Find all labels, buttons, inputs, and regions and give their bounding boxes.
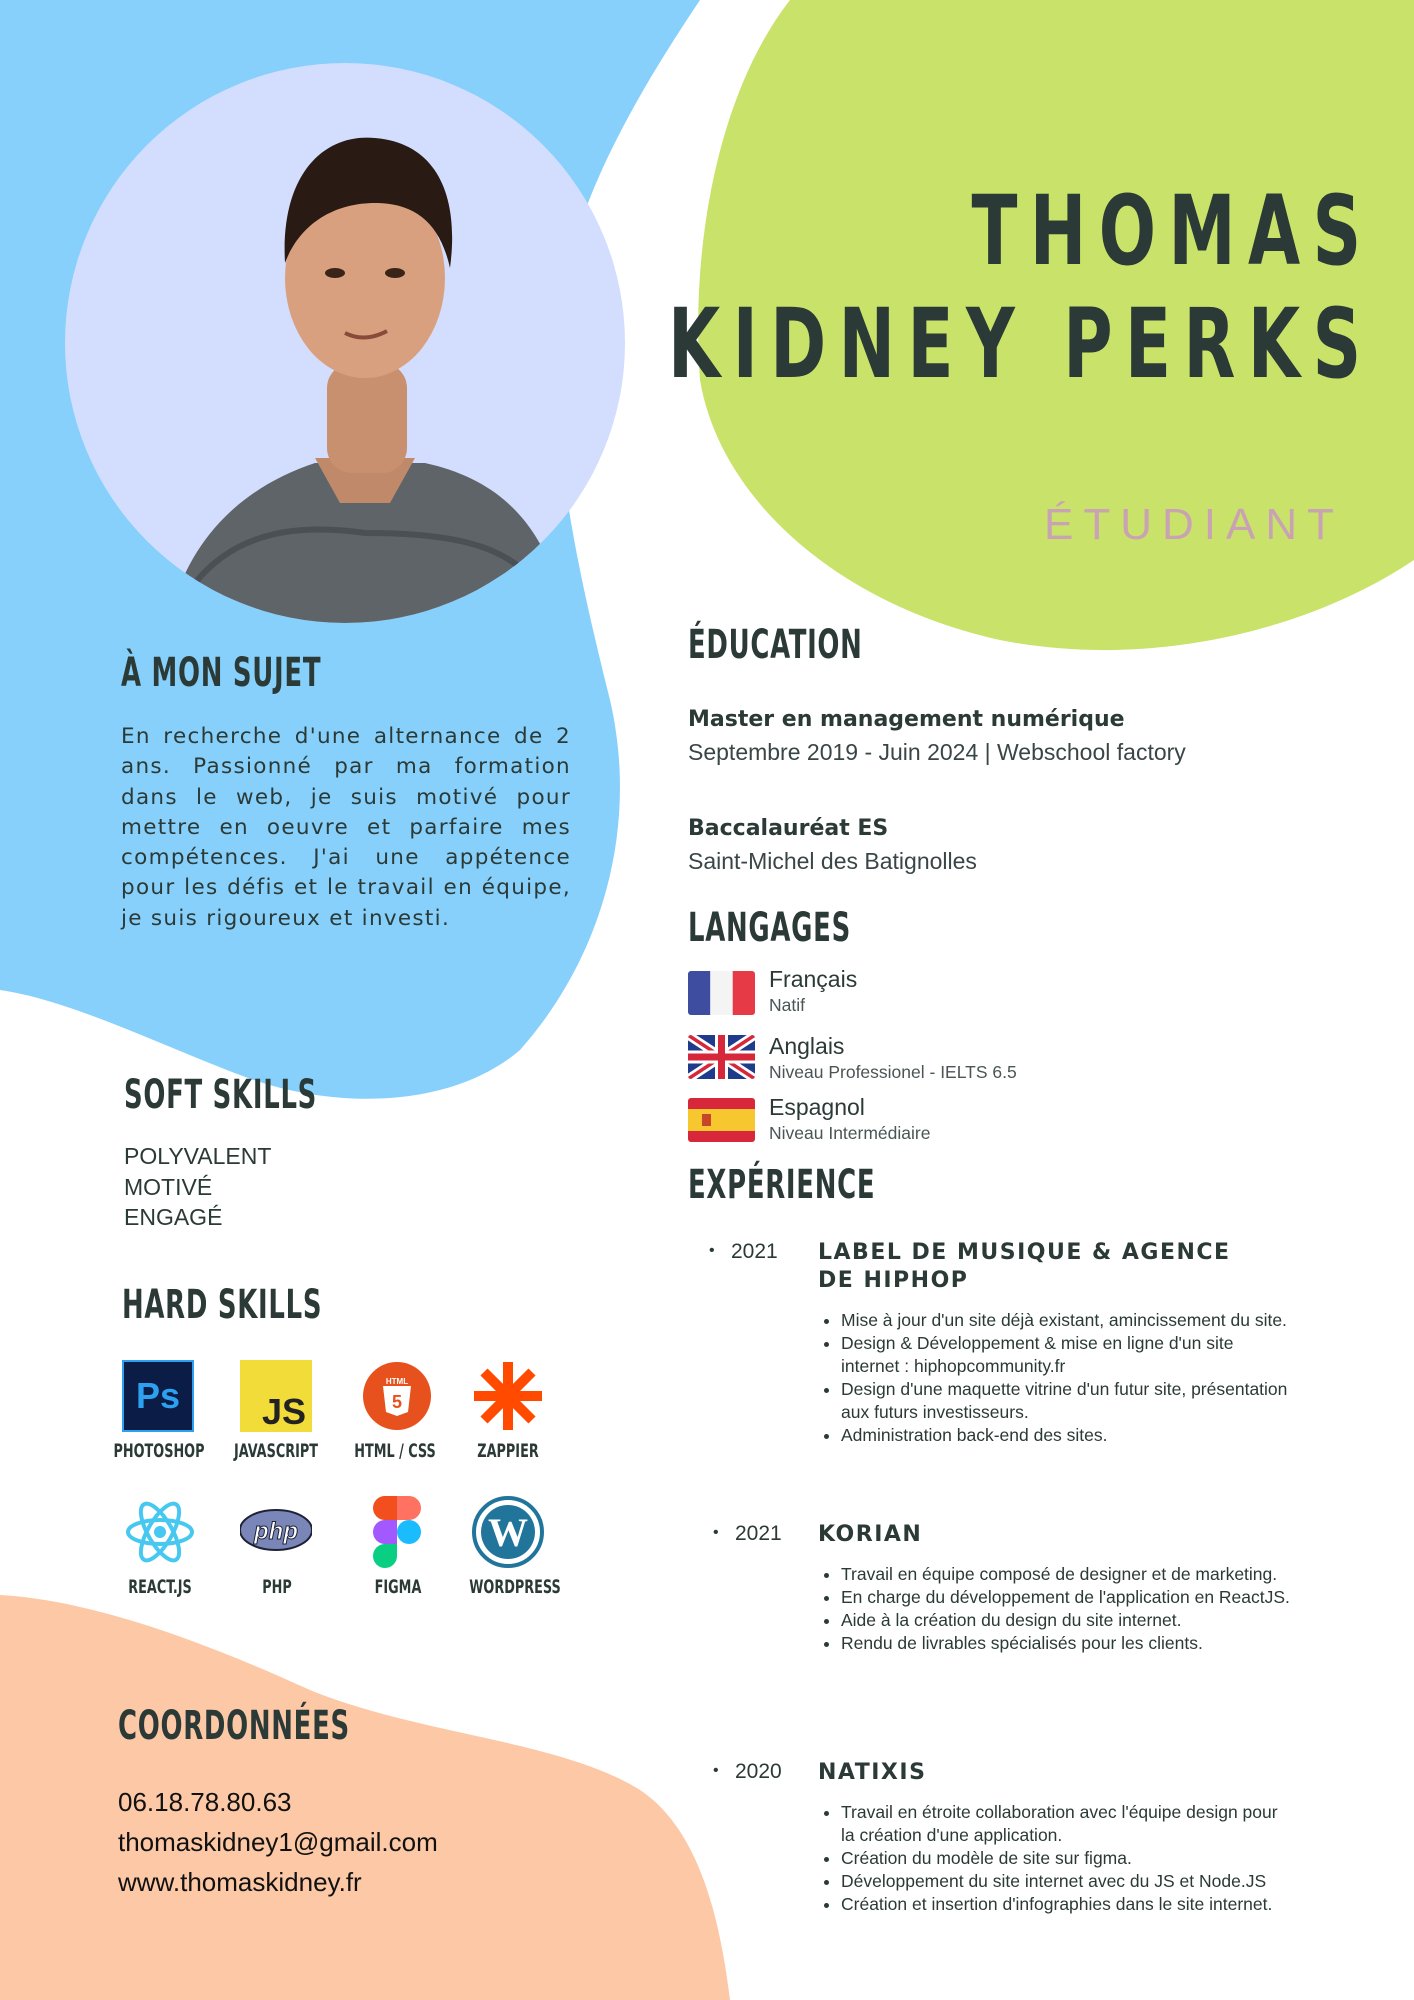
javascript-icon <box>240 1360 312 1432</box>
skill-label-photoshop: PHOTOSHOP <box>113 1440 205 1462</box>
list-item: • Administration back-end des sites. <box>841 1424 1291 1447</box>
skill-label-php: PHP <box>262 1576 292 1598</box>
skill-label-react: REACT.JS <box>128 1576 192 1598</box>
list-item: • Création et insertion d'infographies dans le site internet. <box>841 1893 1291 1916</box>
education-subtitle: Septembre 2019 - Juin 2024 | Webschool factory <box>688 739 1186 765</box>
france-flag-icon <box>688 971 755 1015</box>
svg-text:HTML: HTML <box>385 1377 409 1386</box>
about-text: En recherche d'une alternance de 2 ans. Passionné par ma formation dans le web, je suis motivé pour mettre en oeuvre et parfaire mes compétences. J'ai une appétence pour les défis et le travail en équipe, je suis rigoureux et investi. <box>121 724 571 931</box>
education-heading: ÉDUCATION <box>688 622 863 668</box>
contact-block <box>118 1782 438 1902</box>
soft-skill-item: MOTIVÉ <box>124 1173 213 1200</box>
skill-label-zapier: ZAPPIER <box>477 1440 539 1462</box>
experience-year: • 2021 <box>731 1240 778 1264</box>
experience-year: • 2021 <box>735 1522 782 1546</box>
language-level: Niveau Intermédiaire <box>769 1123 931 1143</box>
svg-text:JS: JS <box>261 1391 307 1432</box>
list-item: • Mise à jour d'un site déjà existant, amincissement du site. <box>841 1309 1291 1332</box>
photoshop-icon <box>122 1360 194 1432</box>
wordpress-icon <box>472 1496 544 1568</box>
job-title: ÉTUDIANT <box>1044 500 1344 549</box>
list-item: • Design & Développement & mise en ligne d'un site internet : hiphopcommunity.fr <box>841 1332 1291 1378</box>
uk-flag-icon <box>688 1035 755 1079</box>
skill-label-html-css: HTML / CSS <box>354 1440 436 1462</box>
soft-skills-heading: SOFT SKILLS <box>124 1072 318 1118</box>
list-item: • Création du modèle de site sur figma. <box>841 1847 1291 1870</box>
language-name: Espagnol <box>769 1094 865 1120</box>
experience-title: KORIAN <box>818 1522 923 1547</box>
language-name: Anglais <box>769 1033 845 1059</box>
list-item: • Design d'une maquette vitrine d'un futur site, présentation aux futurs investisseurs. <box>841 1378 1291 1424</box>
profile-photo <box>65 63 625 623</box>
list-item: • Travail en équipe composé de designer et de marketing. <box>841 1563 1291 1586</box>
experience-bullets <box>814 1309 1291 1447</box>
list-item: • Aide à la création du design du site internet. <box>841 1609 1291 1632</box>
spain-flag-icon <box>688 1098 755 1142</box>
svg-text:W: W <box>488 1510 528 1555</box>
soft-skill-item: ENGAGÉ <box>124 1204 223 1230</box>
experience-title: LABEL DE MUSIQUE & AGENCE DE HIPHOP <box>818 1240 1231 1293</box>
about-heading: À MON SUJET <box>121 650 322 696</box>
figma-icon <box>361 1496 433 1568</box>
phone-number[interactable]: 06.18.78.80.63 <box>118 1787 292 1817</box>
list-item: • Développement du site internet avec du JS et Node.JS <box>841 1870 1291 1893</box>
education-subtitle: Saint-Michel des Batignolles <box>688 848 977 874</box>
skill-label-javascript: JAVASCRIPT <box>233 1440 319 1462</box>
languages-heading: LANGAGES <box>688 905 851 951</box>
svg-text:php: php <box>254 1518 298 1545</box>
education-title: Baccalauréat ES <box>688 816 889 841</box>
contact-heading: COORDONNÉES <box>118 1703 350 1749</box>
zapier-icon <box>472 1360 544 1432</box>
experience-bullets <box>814 1801 1291 1916</box>
soft-skill-item: POLYVALENT <box>124 1143 272 1169</box>
last-name: KIDNEY PERKS <box>668 288 1374 400</box>
skill-label-figma: FIGMA <box>374 1576 422 1598</box>
experience-title: NATIXIS <box>818 1760 927 1785</box>
svg-text:5: 5 <box>391 1392 403 1412</box>
experience-year: • 2020 <box>735 1760 782 1784</box>
education-title: Master en management numérique <box>688 707 1125 732</box>
language-level: Natif <box>769 995 805 1015</box>
list-item: • Travail en étroite collaboration avec l'équipe design pour la création d'une application. <box>841 1801 1291 1847</box>
language-name: Français <box>769 966 858 992</box>
php-icon <box>240 1496 312 1568</box>
soft-skills-list <box>124 1141 271 1233</box>
html5-icon <box>361 1360 433 1432</box>
list-item: • En charge du développement de l'application en ReactJS. <box>841 1586 1291 1609</box>
skill-label-wordpress: WORDPRESS <box>469 1576 561 1598</box>
email-address[interactable]: thomaskidney1@gmail.com <box>118 1827 438 1857</box>
svg-text:Ps: Ps <box>135 1375 181 1416</box>
list-item: • Rendu de livrables spécialisés pour les clients. <box>841 1632 1291 1655</box>
experience-heading: EXPÉRIENCE <box>688 1162 876 1208</box>
experience-bullets <box>814 1563 1291 1655</box>
language-level: Niveau Professionel - IELTS 6.5 <box>769 1062 1017 1082</box>
website-link[interactable]: www.thomaskidney.fr <box>118 1867 362 1897</box>
hard-skills-heading: HARD SKILLS <box>122 1282 323 1328</box>
first-name: THOMAS <box>971 175 1374 287</box>
react-icon <box>124 1496 196 1568</box>
